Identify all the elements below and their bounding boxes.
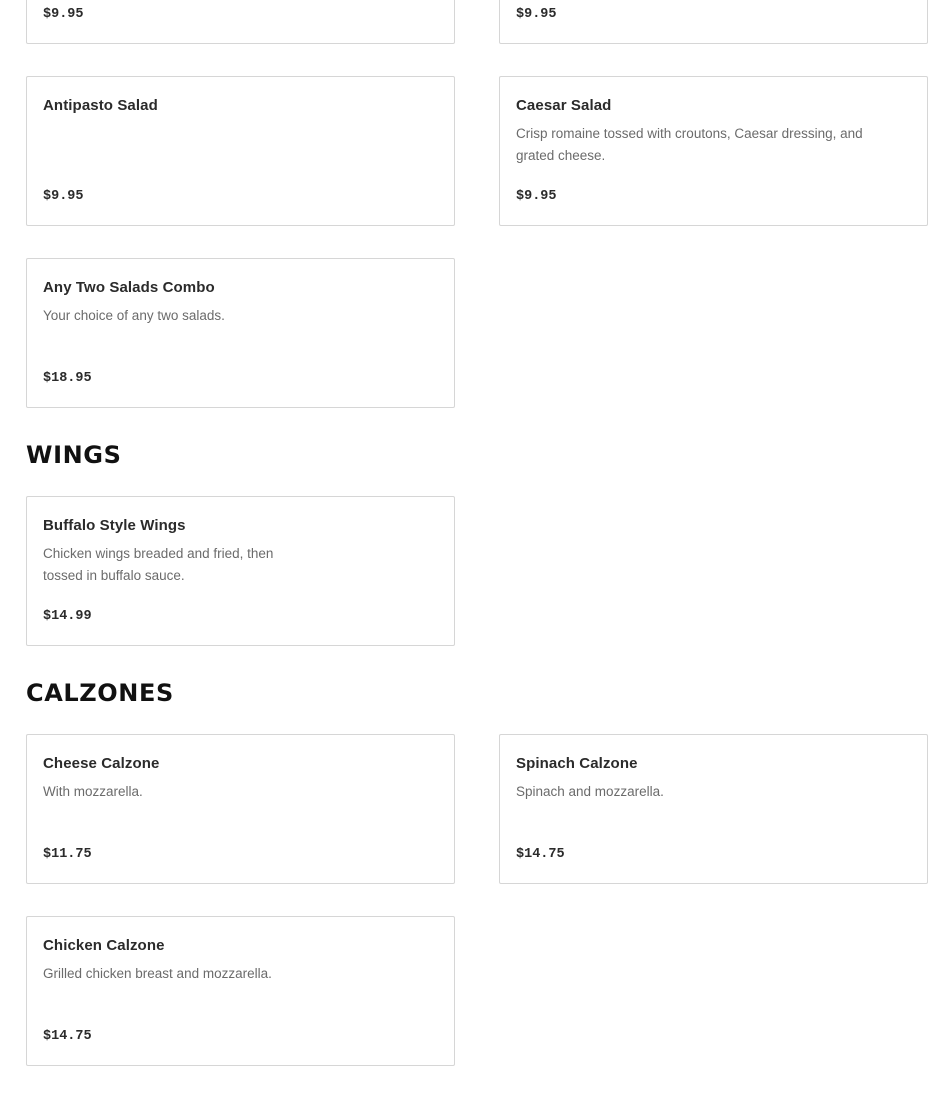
menu-item-card[interactable] bbox=[499, 0, 928, 44]
item-description: Grilled chicken breast and mozzarella. bbox=[43, 966, 272, 981]
item-name: Chicken Calzone bbox=[43, 937, 165, 954]
item-name: Caesar Salad bbox=[516, 97, 612, 114]
item-name: Buffalo Style Wings bbox=[43, 517, 186, 534]
menu-item-card[interactable] bbox=[26, 258, 455, 408]
item-description: Chicken wings breaded and fried, then tossed in buffalo sauce. bbox=[43, 546, 274, 583]
menu-item-card[interactable] bbox=[26, 76, 455, 226]
item-price: $9.95 bbox=[43, 7, 84, 22]
section-title-calzones: CALZONES bbox=[26, 679, 174, 707]
item-price: $14.99 bbox=[43, 609, 92, 624]
menu-item-card[interactable] bbox=[26, 0, 455, 44]
menu-item-card[interactable] bbox=[26, 734, 455, 884]
section-title-wings: WINGS bbox=[26, 441, 122, 469]
item-name: Cheese Calzone bbox=[43, 755, 160, 772]
item-price: $9.95 bbox=[516, 189, 557, 204]
item-price: $14.75 bbox=[516, 847, 565, 862]
item-description: With mozzarella. bbox=[43, 784, 143, 799]
item-price: $18.95 bbox=[43, 371, 92, 386]
item-description: Your choice of any two salads. bbox=[43, 308, 225, 323]
menu-item-card[interactable] bbox=[26, 916, 455, 1066]
menu-item-card[interactable] bbox=[26, 496, 455, 646]
menu-item-card[interactable] bbox=[499, 734, 928, 884]
item-name: Any Two Salads Combo bbox=[43, 279, 215, 296]
item-price: $14.75 bbox=[43, 1029, 92, 1044]
menu-item-card[interactable] bbox=[499, 76, 928, 226]
item-name: Spinach Calzone bbox=[516, 755, 638, 772]
item-price: $9.95 bbox=[43, 189, 84, 204]
item-description: Crisp romaine tossed with croutons, Caesar dressing, and grated cheese. bbox=[516, 126, 863, 163]
item-price: $9.95 bbox=[516, 7, 557, 22]
item-price: $11.75 bbox=[43, 847, 92, 862]
item-name: Antipasto Salad bbox=[43, 97, 158, 114]
item-description: Spinach and mozzarella. bbox=[516, 784, 664, 799]
